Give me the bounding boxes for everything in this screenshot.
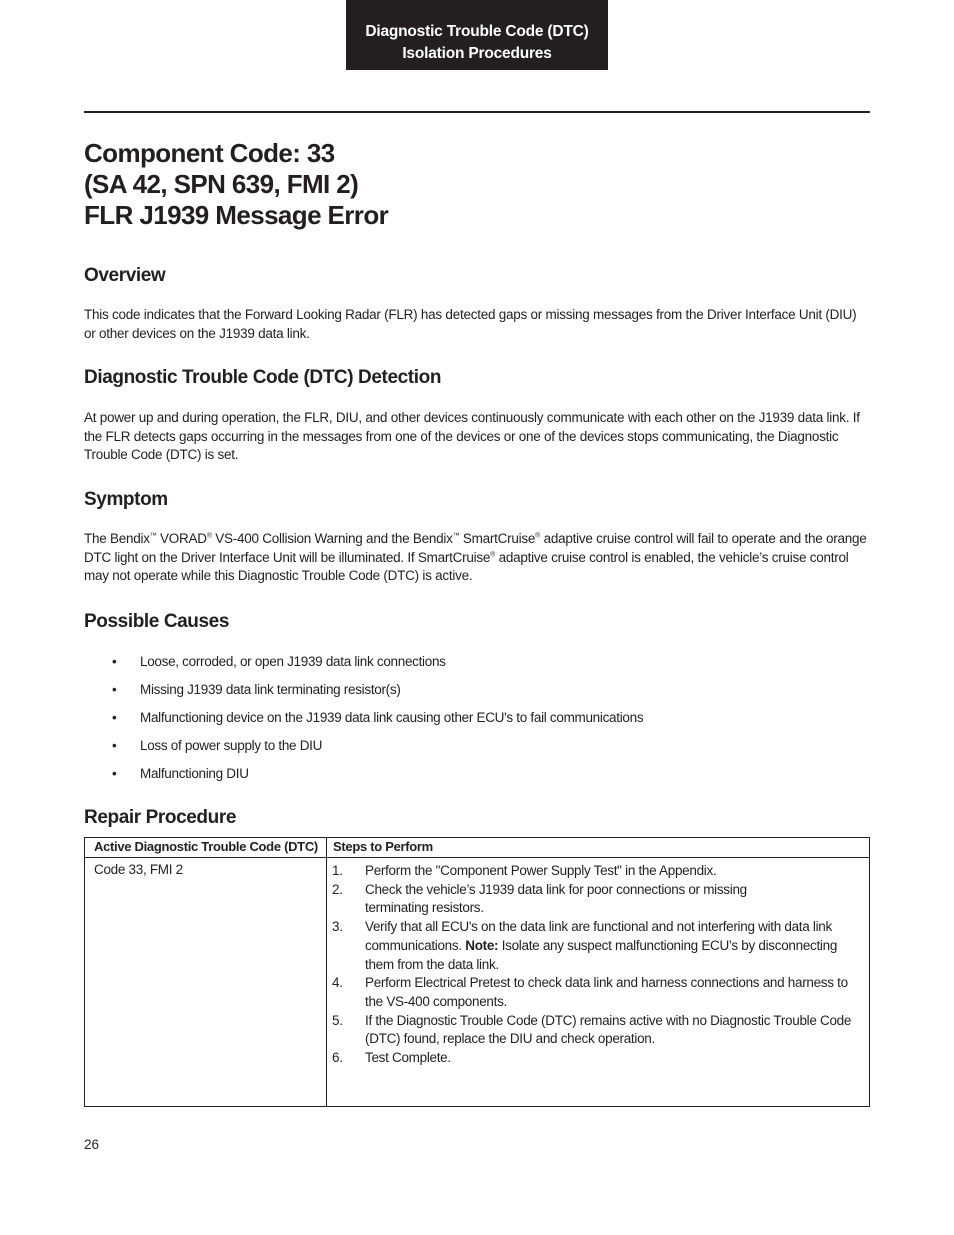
bullet-icon: • [112, 766, 117, 781]
title-line-1: Component Code: 33 [84, 138, 335, 168]
registered-mark: ® [206, 532, 212, 540]
step-item: 2. Check the vehicle’s J1939 data link for poor connections or missing terminating resistors. [332, 881, 747, 916]
bullet-icon: • [112, 682, 117, 697]
bullet-icon: • [112, 654, 117, 669]
registered-mark: ® [490, 551, 496, 559]
registered-mark: ® [535, 532, 541, 540]
title-line-3: FLR J1939 Message Error [84, 200, 389, 230]
steps-cell [327, 858, 870, 1107]
header-rule [84, 111, 870, 113]
repair-heading: Repair Procedure [84, 807, 236, 828]
page-number: 26 [84, 1137, 100, 1152]
step-item: 3. Verify that all ECU's on the data link are functional and not interfering with data link communications. Note: Isolate any suspect malfunctioning ECU’s by disconnecting them from the data link. [332, 919, 838, 972]
section-header-line1: Diagnostic Trouble Code (DTC) [365, 23, 589, 40]
trademark-mark: ™ [452, 532, 460, 540]
table-row [85, 858, 870, 1107]
column-header-dtc: Active Diagnostic Trouble Code (DTC) [85, 838, 327, 858]
page-title [84, 138, 388, 231]
overview-text: This code indicates that the Forward Looking Radar (FLR) has detected gaps or missing messages from the Driver Interface Unit (DIU) or other devices on the J1939 data link. [84, 307, 857, 341]
table-header-row [85, 838, 870, 858]
symptom-text: The Bendix™ VORAD® VS-400 Collision Warning and the Bendix™ SmartCruise® adaptive cruise control will fail to operate and the orange DTC light on the Driver Interface Unit will be illuminated. If SmartCruise® adaptive cruise control is enabled, the vehicle’s cruise control may not operate while this Diagnostic Trouble Code (DTC) is active. [84, 531, 867, 584]
step-item: 5. If the Diagnostic Trouble Code (DTC) remains active with no Diagnostic Trouble Code (DTC) found, replace the DIU and check operation. [332, 1012, 852, 1047]
bullet-icon: • [112, 738, 117, 753]
step-item: 6. Test Complete. [332, 1050, 451, 1066]
step-item: 1. Perform the "Component Power Supply Test" in the Appendix. [332, 863, 717, 878]
bullet-icon: • [112, 710, 117, 725]
section-header-line2: Isolation Procedures [402, 45, 552, 62]
causes-heading: Possible Causes [84, 611, 230, 632]
repair-table [84, 837, 870, 1107]
trademark-mark: ™ [149, 532, 157, 540]
step-item: 4. Perform Electrical Pretest to check data link and harness connections and harness to the VS-400 components. [332, 975, 848, 1009]
title-line-2: (SA 42, SPN 639, FMI 2) [84, 169, 359, 199]
note-label: Note: [465, 937, 499, 953]
detection-text: At power up and during operation, the FLR, DIU, and other devices continuously communicate with each other on the J1939 data link. If the FLR detects gaps occurring in the messages from one of the devices or one of the devices stops communicating, the Diagnostic Trouble Code (DTC) is set. [84, 410, 860, 463]
steps-list [327, 862, 869, 1068]
dtc-code-cell: Code 33, FMI 2 [85, 858, 327, 1107]
column-header-steps: Steps to Perform [327, 838, 870, 858]
symptom-heading: Symptom [84, 489, 168, 510]
overview-heading: Overview [84, 265, 166, 286]
section-header-tab [346, 0, 608, 70]
detection-heading: Diagnostic Trouble Code (DTC) Detection [84, 367, 442, 388]
